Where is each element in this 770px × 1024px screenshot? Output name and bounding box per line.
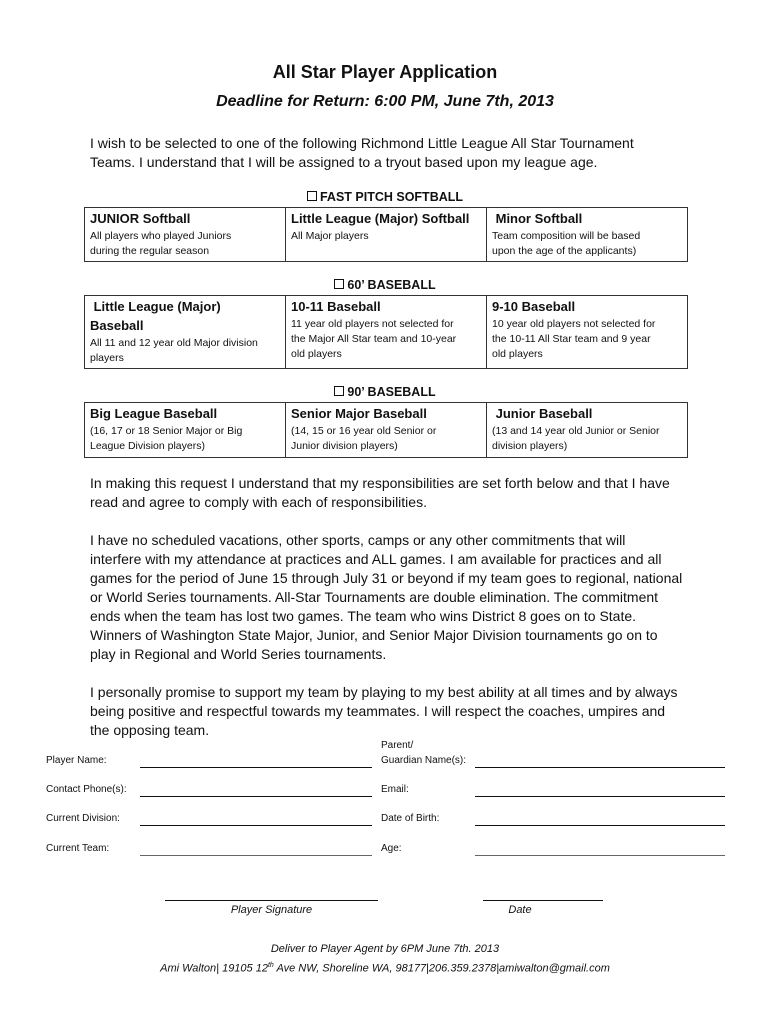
responsibilities-paragraph — [90, 474, 690, 512]
sixty-foot-baseball-table — [84, 295, 688, 369]
division-description: (13 and 14 year old Junior or Senior — [492, 425, 660, 437]
division-description: League Division players) — [90, 440, 205, 452]
paragraph-line: being positive and respectful towards my teammates. I will respect the coaches, umpires and — [90, 703, 666, 719]
table-cell — [285, 296, 486, 368]
division-name: JUNIOR Softball — [90, 211, 191, 226]
email-label: Email: — [381, 784, 409, 795]
division-description: Team composition will be based — [492, 230, 641, 242]
division-name: Junior Baseball — [492, 406, 593, 421]
intro-line: I wish to be selected to one of the following Richmond Little League All Star Tournament — [90, 135, 634, 151]
paragraph-line: the opposing team. — [90, 722, 210, 738]
division-name: Senior Major Baseball — [291, 406, 427, 421]
division-description: 10 year old players not selected for — [492, 318, 656, 330]
date-caption: Date — [508, 904, 532, 916]
age-label: Age: — [381, 843, 402, 854]
division-name: Little League (Major) — [90, 299, 221, 314]
table-cell — [85, 403, 285, 457]
email-field[interactable] — [475, 796, 725, 797]
paragraph-line: read and agree to comply with each of responsibilities. — [90, 494, 427, 510]
paragraph-line: I personally promise to support my team by playing to my best ability at all times and by always — [90, 684, 678, 700]
table-cell — [85, 208, 285, 261]
division-description: old players — [291, 348, 342, 360]
paragraph-line: Winners of Washington State Major, Junior, and Senior Major Division tournaments go on to — [90, 627, 658, 643]
player-signature-line[interactable] — [165, 900, 378, 901]
division-name: Minor Softball — [492, 211, 583, 226]
intro-paragraph — [90, 134, 690, 172]
checkbox-icon[interactable] — [334, 386, 344, 396]
table-cell — [486, 296, 687, 368]
delivery-instructions: Deliver to Player Agent by 6PM June 7th. 2013 — [270, 943, 500, 955]
division-name: Little League (Major) Softball — [291, 211, 470, 226]
contact-address — [0, 962, 770, 975]
checkbox-icon[interactable] — [334, 279, 344, 289]
fast-pitch-softball-option[interactable] — [0, 190, 770, 204]
date-signature-line[interactable] — [483, 900, 603, 901]
current-division-label: Current Division: — [46, 813, 120, 824]
contact-phone-field[interactable] — [140, 796, 372, 797]
date-of-birth-label: Date of Birth: — [381, 813, 440, 824]
division-description: All Major players — [291, 230, 369, 242]
player-name-field[interactable] — [140, 767, 372, 768]
table-cell — [285, 403, 486, 457]
ninety-foot-baseball-table — [84, 402, 688, 458]
division-description: All 11 and 12 year old Major division — [90, 337, 258, 349]
division-name: Baseball — [90, 318, 144, 333]
division-description: during the regular season — [90, 245, 210, 257]
division-description: (14, 15 or 16 year old Senior or — [291, 425, 437, 437]
ordinal-suffix: th — [267, 962, 274, 969]
table-cell — [486, 208, 687, 261]
player-name-label: Player Name: — [46, 755, 107, 766]
paragraph-line: games for the period of June 15 through July 31 or beyond if my team goes to regional, national — [90, 570, 683, 586]
paragraph-line: ends when the team has lost two games. The team who wins District 8 goes on to State. — [90, 608, 637, 624]
division-name: Big League Baseball — [90, 406, 218, 421]
checkbox-icon[interactable] — [307, 191, 317, 201]
current-division-field[interactable] — [140, 825, 372, 826]
table-cell — [486, 403, 687, 457]
division-description: old players — [492, 348, 543, 360]
paragraph-line: interfere with my attendance at practices and ALL games. I am available for practices and all — [90, 551, 662, 567]
softball-table — [84, 207, 688, 262]
promise-paragraph — [90, 683, 690, 740]
division-description: players — [90, 352, 124, 364]
intro-line: Teams. I understand that I will be assigned to a tryout based upon my league age. — [90, 154, 598, 170]
paragraph-line: I have no scheduled vacations, other sports, camps or any other commitments that will — [90, 532, 626, 548]
division-name: 9-10 Baseball — [492, 299, 576, 314]
guardian-name-label: Guardian Name(s): — [381, 755, 467, 766]
table-cell — [285, 208, 486, 261]
current-team-label: Current Team: — [46, 843, 110, 854]
contact-phone-label: Contact Phone(s): — [46, 784, 127, 795]
division-description: All players who played Juniors — [90, 230, 232, 242]
table-cell — [85, 296, 285, 368]
current-team-field[interactable] — [140, 855, 372, 856]
sixty-foot-baseball-option[interactable] — [0, 278, 770, 292]
paragraph-line: or World Series tournaments. All-Star Tournaments are double elimination. The commitment — [90, 589, 659, 605]
paragraph-line: In making this request I understand that my responsibilities are set forth below and that I have — [90, 475, 670, 491]
section-heading: 90’ BASEBALL — [347, 385, 436, 399]
address-part: Ave NW, Shoreline WA, 98177|206.359.2378|amiwalton@gmail.com — [273, 962, 610, 975]
division-description: the 10-11 All Star team and 9 year — [492, 333, 651, 345]
section-heading: FAST PITCH SOFTBALL — [319, 190, 464, 204]
date-of-birth-field[interactable] — [475, 825, 725, 826]
age-field[interactable] — [475, 855, 725, 856]
address-part: Ami Walton| 19105 12 — [160, 962, 268, 975]
division-name: 10-11 Baseball — [291, 299, 381, 314]
division-description: the Major All Star team and 10-year — [291, 333, 457, 345]
player-signature-caption: Player Signature — [230, 904, 313, 916]
section-heading: 60’ BASEBALL — [347, 278, 436, 292]
parent-label: Parent/ — [381, 740, 414, 751]
page-title: All Star Player Application — [272, 62, 498, 82]
division-description: (16, 17 or 18 Senior Major or Big — [90, 425, 243, 437]
division-description: 11 year old players not selected for — [291, 318, 454, 330]
division-description: Junior division players) — [291, 440, 398, 452]
division-description: division players) — [492, 440, 568, 452]
guardian-name-field[interactable] — [475, 767, 725, 768]
ninety-foot-baseball-option[interactable] — [0, 385, 770, 399]
division-description: upon the age of the applicants) — [492, 245, 637, 257]
commitment-paragraph — [90, 531, 690, 664]
deadline: Deadline for Return: 6:00 PM, June 7th, 2013 — [216, 93, 554, 110]
paragraph-line: play in Regional and World Series tournaments. — [90, 646, 387, 662]
